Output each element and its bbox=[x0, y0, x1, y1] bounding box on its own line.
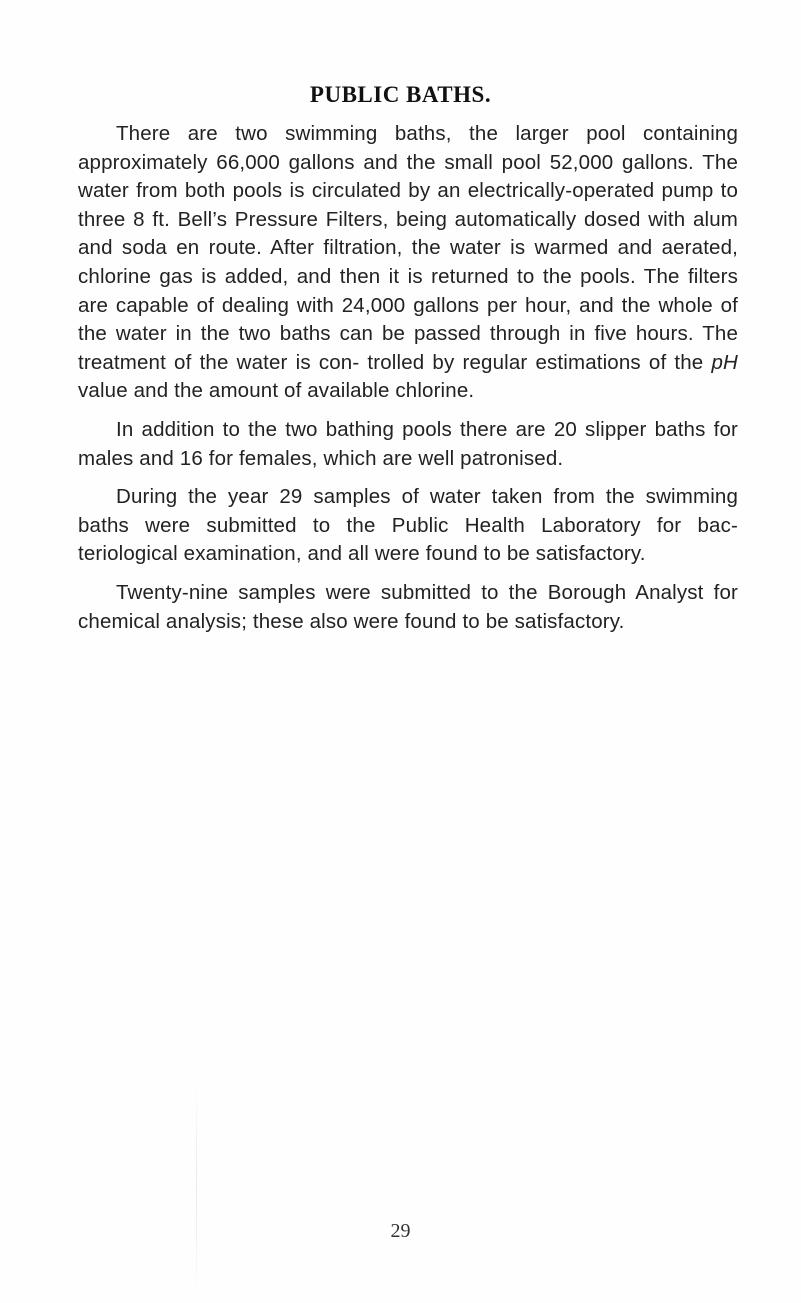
scan-artifact-line bbox=[196, 1080, 197, 1300]
page-number: 29 bbox=[390, 1220, 411, 1242]
paragraph-filtration bbox=[78, 120, 738, 406]
paragraph-chemical: Twenty-nine samples were submitted to the Borough Analyst for chemical analysis; these also were found to be satisfactory. bbox=[78, 580, 738, 633]
paragraph-filtration-text: There are two swimming baths, the larger pool containing approximately 66,000 gallons and the small pool 52,000 gallons. The water from both pools is circulated by an electrically-operated pump to three 8 ft. Bell’s Pressure Filters, being automatically dosed with alum and soda en route. After filtration, the water is warmed and aerated, chlorine gas is added, and then it is returned to the pools. The filters are capable of dealing with 24,000 gallons per hour, and the whole of the water in the two baths can be passed through in five hours. The treatment of the water is con- trolled by regular estimations of the bbox=[78, 122, 738, 374]
paragraph-filtration-tail: value and the amount of available chlorine. bbox=[78, 379, 475, 403]
page-title: PUBLIC BATHS. bbox=[309, 82, 492, 107]
ph-term: pH bbox=[711, 350, 738, 374]
paragraph-bacteriological: During the year 29 samples of water taken from the swimming baths were submitted to the Public Health Laboratory for bac- teriological examination, and all were found to be satisfactory. bbox=[78, 485, 738, 566]
paragraph-slipper-baths: In addition to the two bathing pools there are 20 slipper baths for males and 16 for females, which are well patronised. bbox=[78, 417, 738, 470]
body-text bbox=[78, 120, 738, 646]
